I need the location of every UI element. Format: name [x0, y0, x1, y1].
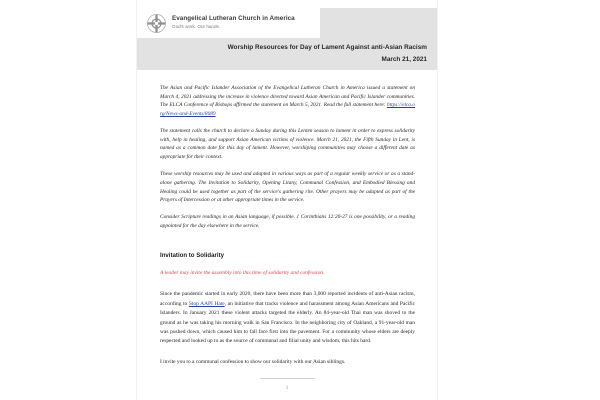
page-number: 1 — [285, 386, 289, 391]
intro-paragraph-1-text: The Asian and Pacific Islander Association of the Evangelical Lutheran Church in America issued a statement on March 4, 2021 addressing the increase in violence directed toward Asian American and Pacific Islander communities. The ELCA Conference of Bishops affirmed the statement on March 5, 2021. Read the full statement here: — [160, 85, 415, 109]
intro-paragraph-3: These worship resources may be used and adapted in various ways as part of a regular weekly service or as a stand-alone gathering. The Invitation to Solidarity, Opening Litany, Communal Confession, and Embodied Blessing and Healing could be used together as part of the service's gathering rite. Other prayers may be adapted as part of the Prayers of Intercession or at other appropriate times in the service. — [160, 171, 415, 204]
document-title-block — [228, 44, 427, 63]
rubric-text: A leader may invite the assembly into this time of solidarity and confession. — [160, 270, 325, 277]
document-body — [160, 84, 415, 367]
body-paragraph-lead: Since the pandemic started in early 2020, there have been more than 3,000 reported incidents of anti-Asian racism, according to — [160, 291, 415, 307]
organization-tagline: God's work. Our hands. — [172, 23, 221, 29]
footer-divider — [260, 378, 315, 379]
elca-celtic-cross-icon — [147, 14, 166, 33]
rubric-gap — [160, 278, 415, 291]
body-paragraph-closing: I invite you to a communal confession to show our solidarity with our Asian siblings. — [160, 358, 346, 365]
paragraph-gap — [160, 347, 415, 358]
intro-paragraph-4: Consider Scripture readings in an Asian language, if possible. 1 Corinthians 12:20-27 is one possibility, or a reading appointed for the day elsewhere in the service. — [160, 214, 415, 230]
document-date: March 21, 2021 — [381, 55, 427, 63]
logo-text-block — [172, 16, 295, 29]
body-paragraph-statistics — [160, 290, 415, 346]
elca-statement-link[interactable]: https://elca.org/News-and-Events/8089 — [160, 102, 415, 117]
section-heading-invitation: Invitation to Solidarity — [160, 251, 224, 259]
stop-aapi-hate-link[interactable]: Stop AAPI Hate — [188, 300, 225, 307]
page-title: Worship Resources for Day of Lament Against anti-Asian Racism — [227, 44, 427, 51]
intro-paragraph-2: The statement calls the church to declare a Sunday during this Lenten season to lament in order to express solidarity with, help in healing, and support Asian American victims of violence. March 21, 2021, the Fifth Sunday in Lent, is named as a common date for this day of lament. However, worshiping communities may choose a different date as appropriate for their context. — [160, 128, 415, 161]
organization-logo-block — [137, 8, 320, 38]
intro-paragraph-1 — [160, 84, 415, 119]
heading-gap — [160, 259, 415, 270]
organization-name: Evangelical Lutheran Church in America — [172, 15, 295, 23]
section-gap — [160, 231, 415, 252]
document-page — [137, 0, 437, 400]
body-paragraph-rest: , an initiative that tracks violence and harassment among Asian Americans and Pacific Islanders. In January 2021 these violent attacks targeted the elderly. An 84-year-old Thai man was shoved to the ground as he was taking his morning walk in San Francisco. In the neighboring city of Oakland, a 91-year-old man was pushed down, which caused him to fall face first into the pavement. For a community whose elders are deeply respected and looked up to as the source of communal and filial unity and wisdom, this hits hard. — [160, 300, 415, 345]
